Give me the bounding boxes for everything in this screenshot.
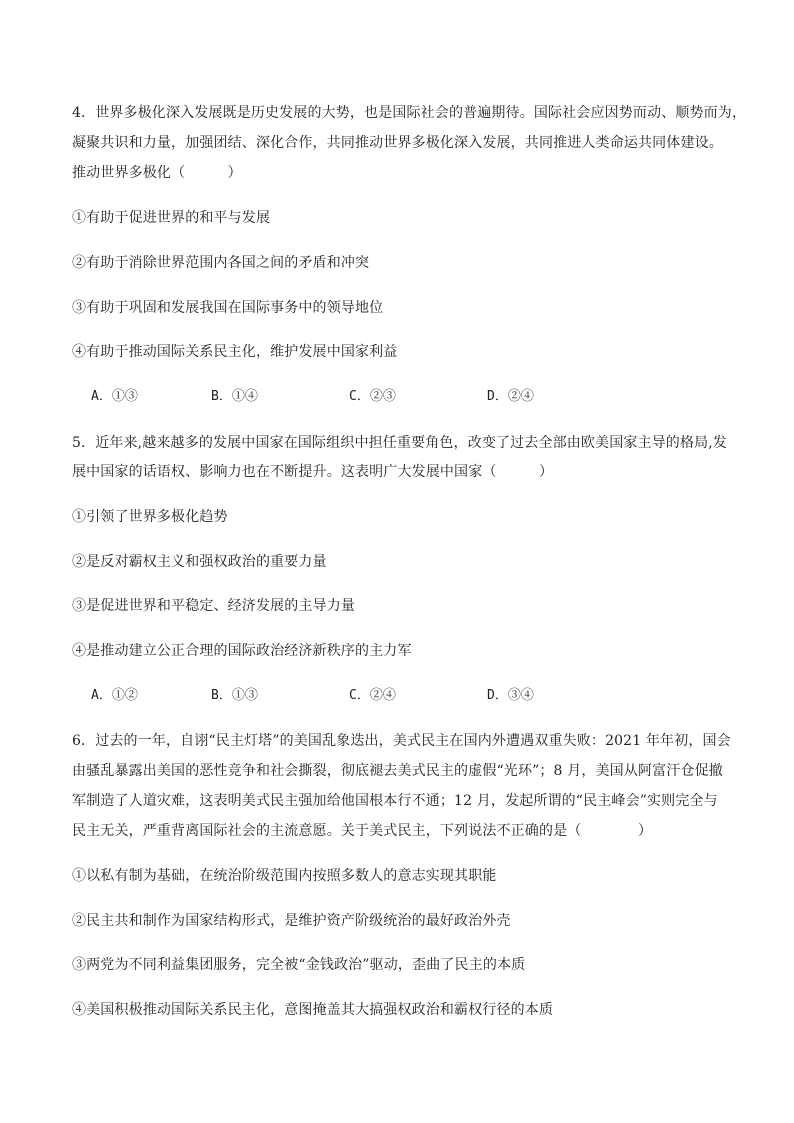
question-5-option-b: B．①③ [211,688,258,703]
question-5-stem-line-2: 展中国家的话语权、影响力也在不断提升。这表明广大发展中国家（ ） [72,464,554,480]
question-4-statement-1: ①有助于促进世界的和平与发展 [72,210,271,226]
question-5-statement-3: ③是促进世界和平稳定、经济发展的主导力量 [72,598,355,614]
question-5-options [91,686,651,706]
question-6-stem-line-2: 由骚乱暴露出美国的恶性竞争和社会撕裂，彻底褪去美式民主的虚假“光环”；8 月，美国从阿富汗仓促撤 [72,763,723,779]
question-6-stem-line-1: 6．过去的一年，自诩“民主灯塔”的美国乱象迭出，美式民主在国内外遭遇双重失败：2021 年年初，国会 [72,733,731,749]
question-6-statement-3: ③两党为不同利益集团服务，完全被“金钱政治”驱动，歪曲了民主的本质 [72,957,526,973]
question-5-statement-1: ①引领了世界多极化趋势 [72,509,228,525]
question-4-option-c: C．②③ [349,389,396,404]
question-4-option-a: A．①③ [91,389,138,404]
question-4-stem-line-3: 推动世界多极化（ ） [72,165,242,181]
question-6-statement-1: ①以私有制为基础，在统治阶级范围内按照多数人的意志实现其职能 [72,868,497,884]
question-6-stem-line-3: 军制造了人道灾难，这表明美式民主强加给他国根本行不通；12 月，发起所谓的“民主峰会”实则完全与 [72,793,718,809]
question-4-options [91,387,651,407]
question-6-statement-4: ④美国积极推动国际关系民主化，意图掩盖其大搞强权政治和霸权行径的本质 [72,1002,554,1018]
question-4-stem-line-1: 4．世界多极化深入发展既是历史发展的大势，也是国际社会的普遍期待。国际社会应因势而动、顺势而为， [72,105,747,121]
question-5-statement-2: ②是反对霸权主义和强权政治的重要力量 [72,554,327,570]
question-4-statement-4: ④有助于推动国际关系民主化，维护发展中国家利益 [72,344,398,360]
question-6-statement-2: ②民主共和制作为国家结构形式，是维护资产阶级统治的最好政治外壳 [72,913,511,929]
question-4-option-d: D．②④ [487,389,534,404]
question-4-option-b: B．①④ [211,389,258,404]
question-5-option-c: C．②④ [349,688,396,703]
question-4-statement-2: ②有助于消除世界范围内各国之间的矛盾和冲突 [72,255,370,271]
question-5-stem-line-1: 5．近年来,越来越多的发展中国家在国际组织中担任重要角色，改变了过去全部由欧美国家主导的格局,发 [72,435,728,451]
question-6-stem-line-4: 民主无关，严重背离国际社会的主流意愿。关于美式民主，下列说法不正确的是（ ） [72,823,653,839]
question-5-statement-4: ④是推动建立公正合理的国际政治经济新秩序的主力军 [72,643,412,659]
question-4-stem-line-2: 凝聚共识和力量，加强团结、深化合作，共同推动世界多极化深入发展，共同推进人类命运共同体建设。 [72,135,723,151]
question-5-option-a: A．①② [91,688,138,703]
question-5-option-d: D．③④ [487,688,534,703]
question-4-statement-3: ③有助于巩固和发展我国在国际事务中的领导地位 [72,300,384,316]
